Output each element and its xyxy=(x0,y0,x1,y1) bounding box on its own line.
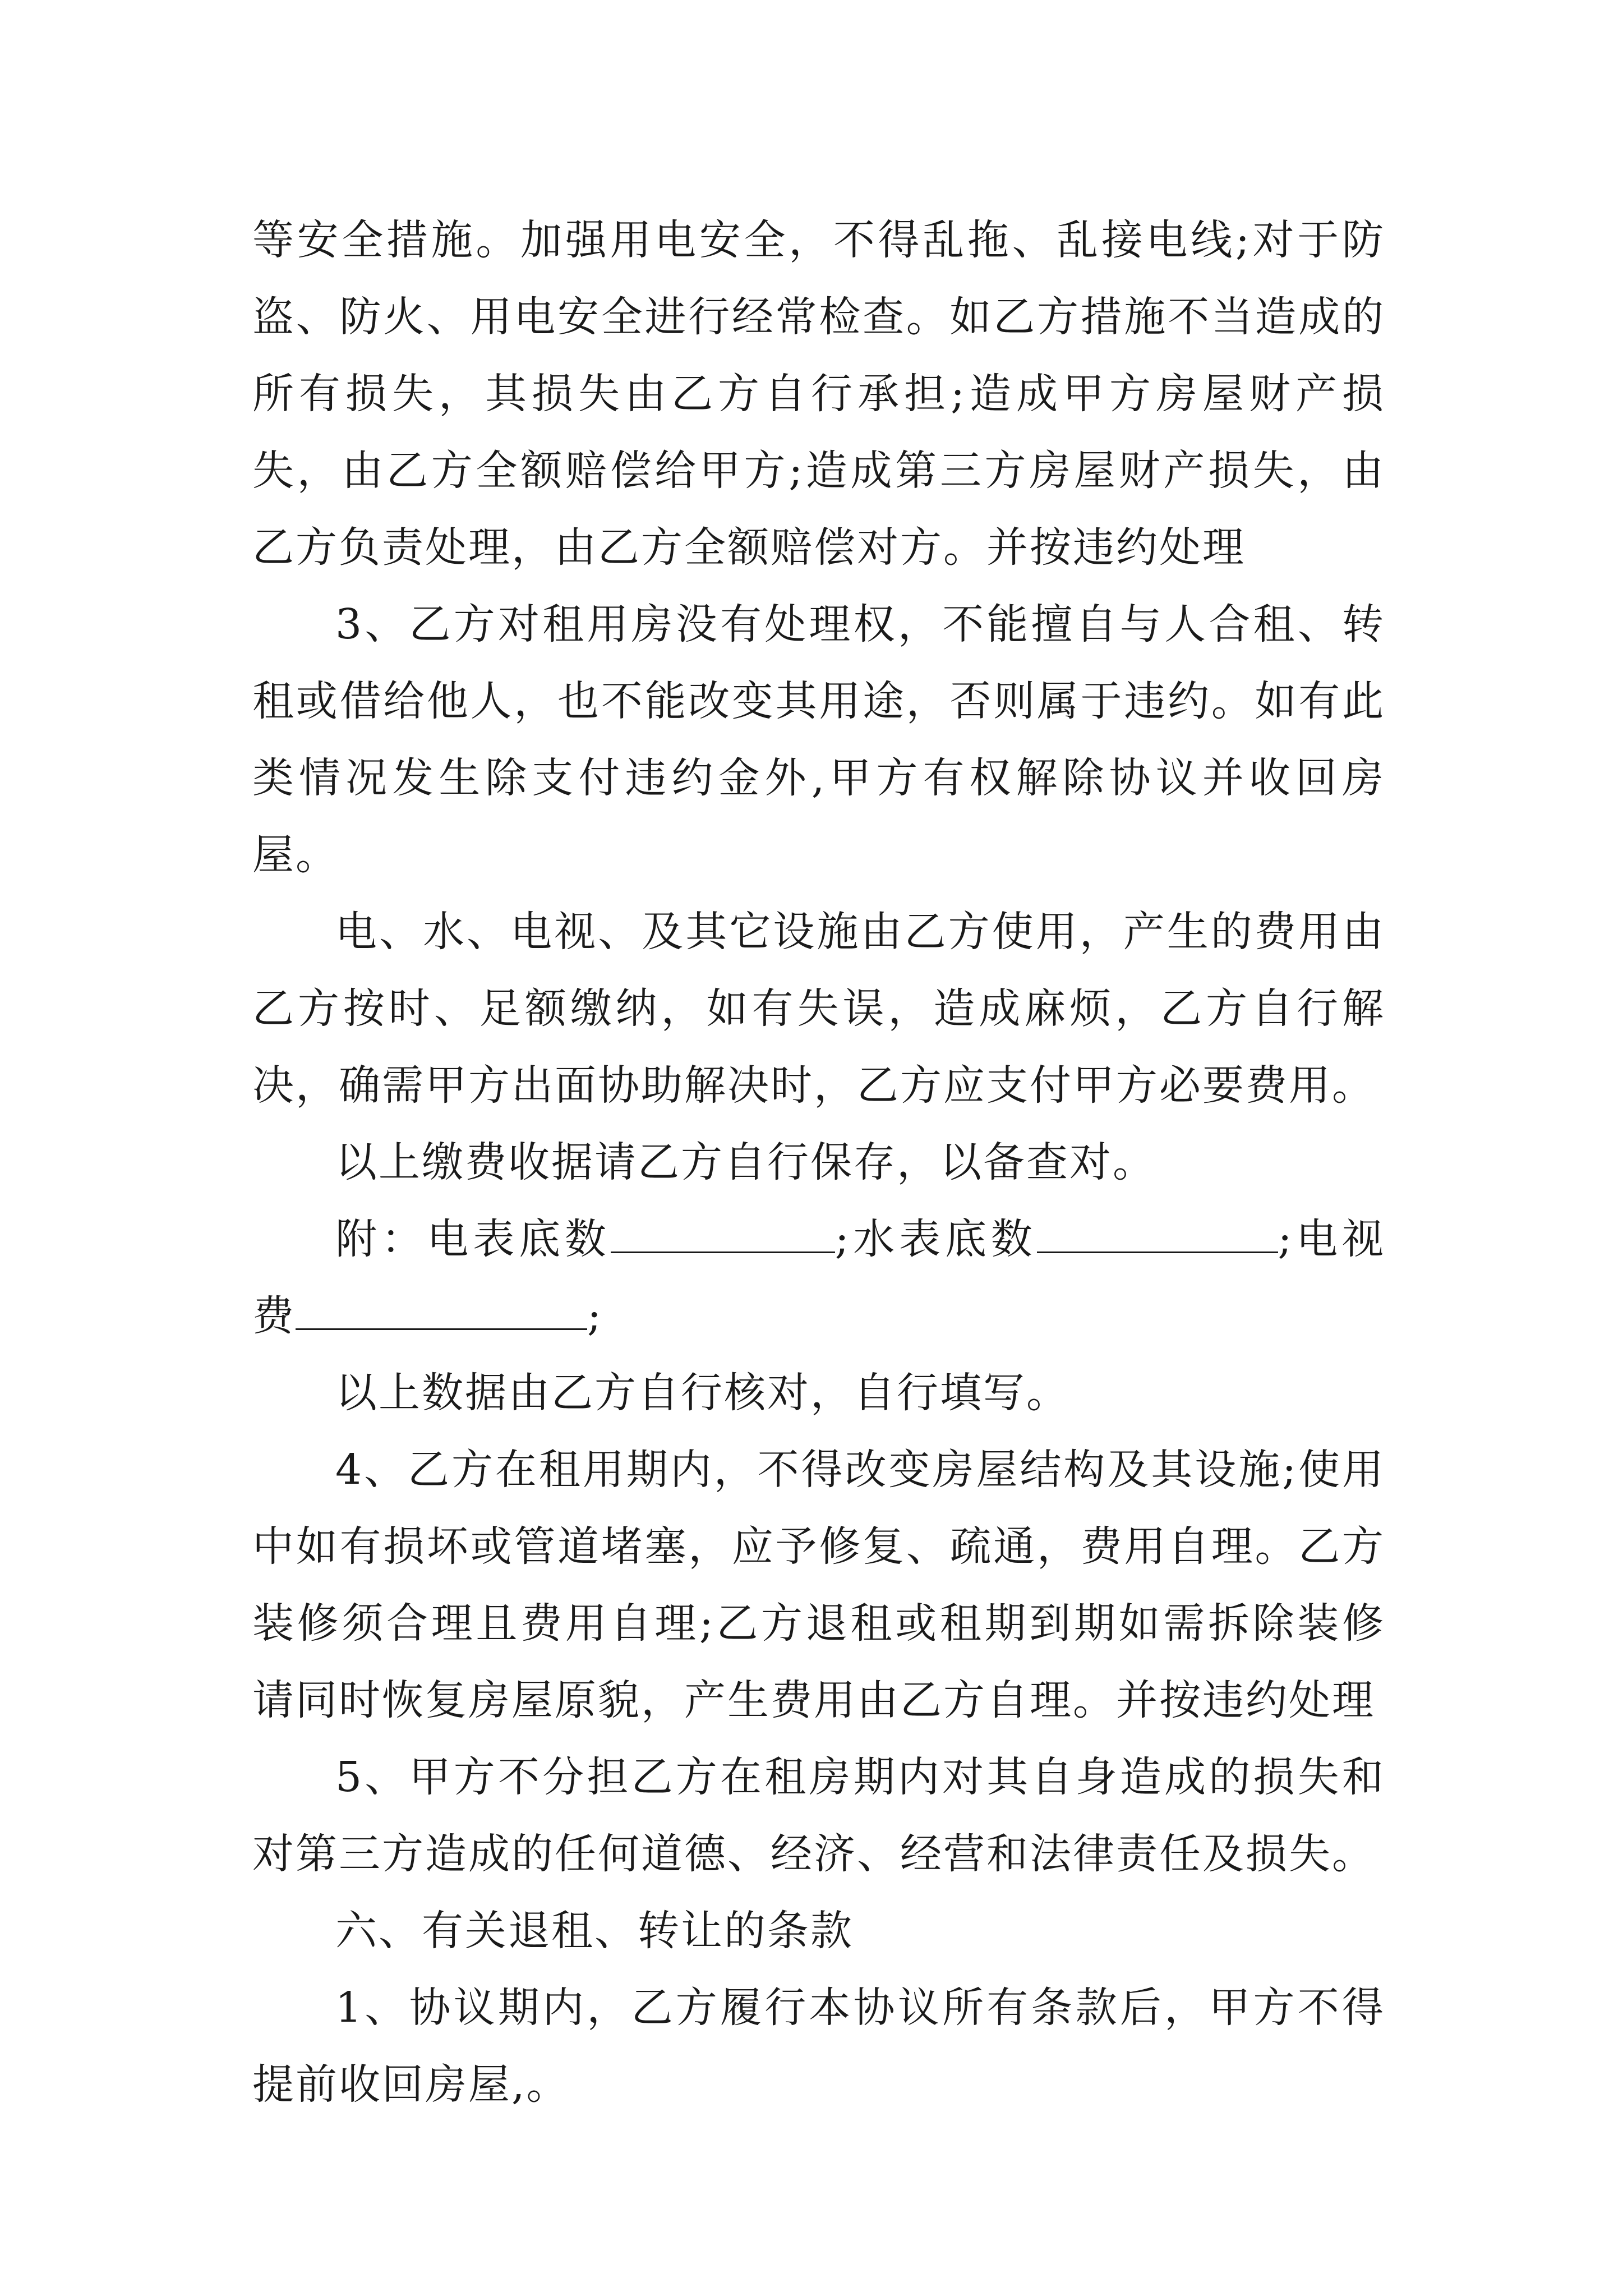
document-body xyxy=(252,202,1385,2123)
tv-fee-label: ;电视费 xyxy=(252,1215,1386,1340)
section-heading-termination: 六、有关退租、转让的条款 xyxy=(335,1907,854,1955)
tv-fee-blank xyxy=(296,1292,587,1330)
water-meter-blank xyxy=(1037,1216,1278,1253)
paragraph-clause-3: 3、乙方对租用房没有处理权，不能擅自与人合租、转租或借给他人，也不能改变其用途，否则属于违约。如有此类情况发生除支付违约金外,甲方有权解除协议并收回房屋。 xyxy=(252,600,1385,879)
paragraph-self-verify: 以上数据由乙方自行核对，自行填写。 xyxy=(335,1369,1069,1417)
paragraph-clause-4: 4、乙方在租用期内，不得改变房屋结构及其设施;使用中如有损坏或管道堵塞，应予修复、疏通，费用自理。乙方装修须合理且费用自理;乙方退租或租期到期如需拆除装修请同时恢复房屋原貌，产生费用由乙方自理。并按违约处理 xyxy=(252,1446,1385,1724)
paragraph-safety-measures: 等安全措施。加强用电安全，不得乱拖、乱接电线;对于防盗、防火、用电安全进行经常检查。如乙方措施不当造成的所有损失，其损失由乙方自行承担;造成甲方房屋财产损失，由乙方全额赔偿给甲方;造成第三方房屋财产损失，由乙方负责处理，由乙方全额赔偿对方。并按违约处理 xyxy=(252,216,1385,572)
paragraph-termination-clause-1: 1、协议期内，乙方履行本协议所有条款后，甲方不得提前收回房屋,。 xyxy=(252,1984,1385,2109)
water-meter-label: ;水表底数 xyxy=(834,1215,1037,1263)
paragraph-utilities: 电、水、电视、及其它设施由乙方使用，产生的费用由乙方按时、足额缴纳，如有失误，造成麻烦，乙方自行解决，确需甲方出面协助解决时，乙方应支付甲方必要费用。 xyxy=(252,908,1385,1110)
paragraph-clause-5: 5、甲方不分担乙方在租房期内对其自身造成的损失和对第三方造成的任何道德、经济、经营和法律责任及损失。 xyxy=(252,1753,1385,1878)
electric-meter-blank xyxy=(611,1216,835,1253)
paragraph-meter-readings xyxy=(252,1201,1385,1355)
paragraph-receipts: 以上缴费收据请乙方自行保存，以备查对。 xyxy=(335,1138,1156,1186)
meter-prefix-label: 附：电表底数 xyxy=(335,1215,611,1263)
meter-line-end: ; xyxy=(587,1292,603,1340)
